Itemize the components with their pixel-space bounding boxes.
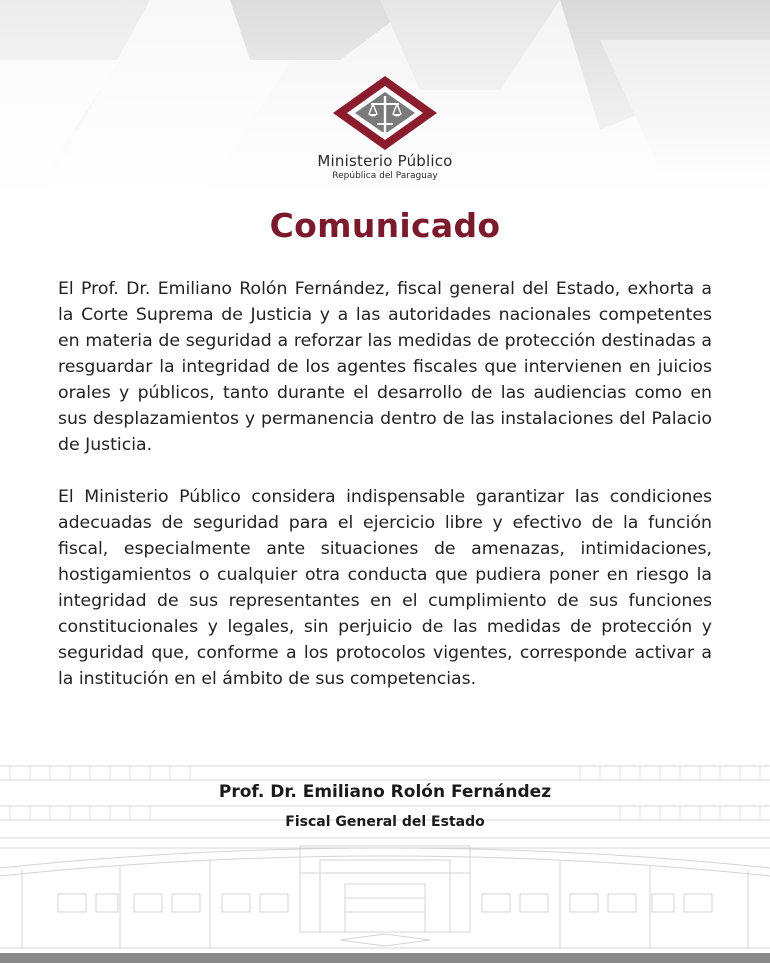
document-body xyxy=(58,276,712,718)
document-title: Comunicado xyxy=(269,206,501,245)
ministerio-publico-logo xyxy=(0,76,770,181)
paragraph-1: El Prof. Dr. Emiliano Rolón Fernández, fiscal general del Estado, exhorta a la Corte Suprema de Justicia y a las autoridades nacionales competentes en materia de seguridad a reforzar las medidas de protección destinadas a resguardar la integridad de los agentes fiscales que intervienen en juicios orales y públicos, tanto durante el desarrollo de las audiencias como en sus desplazamientos y permanencia dentro de las instalaciones del Palacio de Justicia. xyxy=(58,279,712,455)
footer-bar xyxy=(0,953,770,963)
org-subtitle: República del Paraguay xyxy=(332,171,438,181)
paragraph-2: El Ministerio Público considera indispensable garantizar las condiciones adecuadas de seguridad para el ejercicio libre y efectivo de la función fiscal, especialmente ante situaciones de amenazas, intimidaciones, hostigamientos o cualquier otra conducta que pudiera poner en riesgo la integridad de sus representantes en el cumplimiento de sus funciones constitucionales y legales, sin perjuicio de las medidas de protección y seguridad que, conforme a los protocolos vigentes, corresponde activar a la institución en el ámbito de sus competencias. xyxy=(58,487,712,689)
org-name: Ministerio Público xyxy=(317,152,453,170)
signature-position: Fiscal General del Estado xyxy=(285,814,485,830)
scales-of-justice-icon xyxy=(333,76,437,150)
signature-name: Prof. Dr. Emiliano Rolón Fernández xyxy=(218,782,552,802)
building-illustration xyxy=(0,748,770,963)
